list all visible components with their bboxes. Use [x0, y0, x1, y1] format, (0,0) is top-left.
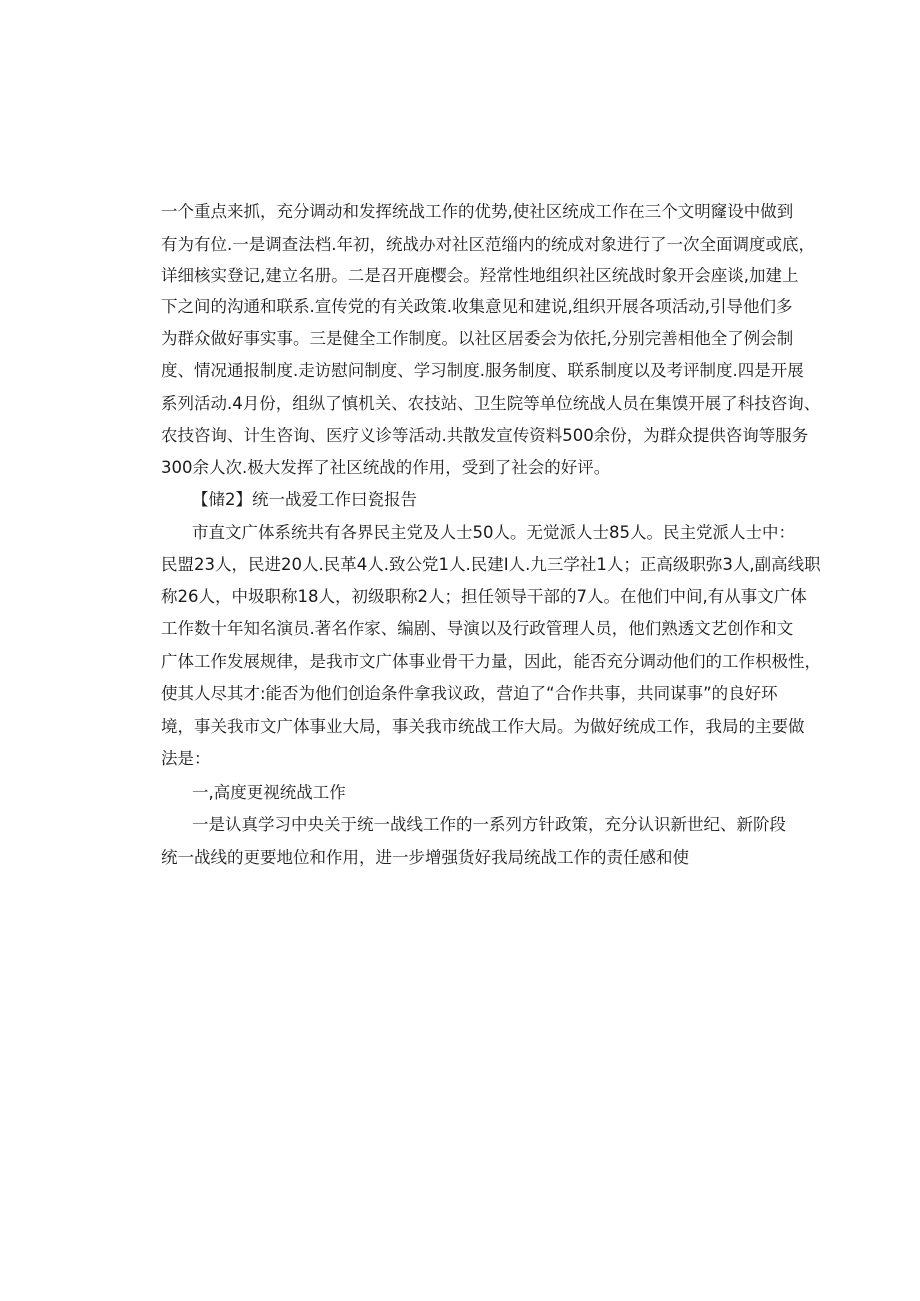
paragraph-line: 一是认真学习中央关于统一战线工作的一系列方针政策，充分认识新世纪、新阶段	[192, 815, 786, 834]
paragraph-line: 下之间的沟通和联系.宣传党的有关政策.收集意见和建说,组织开展各项活动,引导他们多	[161, 297, 793, 316]
paragraph-line: 详细核实登记,建立名册。二是召开鹿樱会。羟常性地组织社区统战时象开会座谈,加建上	[161, 266, 799, 285]
paragraph-line: 有为有位.一是调查法档.年初，统战办对社区范缁内的统成对象进行了一次全面调度或底，	[161, 235, 815, 254]
subsection-heading: 一,高度更视统战工作	[192, 783, 346, 802]
paragraph-line: 度、情况通报制度.走访慰问制度、学习制度.服务制度、联系制度以及考评制度.四是开展	[161, 361, 804, 380]
paragraph-line: 300余人次.极大发挥了社区统战的作用，受到了社会的好评。	[161, 458, 611, 477]
paragraph-line: 使其人尽其才:能否为他们创迨条件拿我议政，营迫了“合作共事，共同谋事”的良好环	[161, 684, 778, 703]
paragraph-line: 为群众做好事实事。三是健全工作制度。以社区居委会为依托,分别完善相他全了例会制	[161, 329, 794, 348]
paragraph-line: 法是：	[161, 749, 211, 768]
section-heading: 【储2】统一战爱工作曰瓷报告	[192, 490, 417, 509]
paragraph-line: 市直文广体系统共有各界民主党及人士50人。无觉派人士85人。民主党派人士中：	[192, 523, 795, 542]
paragraph-line: 民盟23人，民进20人.民革4人.致公党1人.民建I人.九三学社1人；正高级职弥3人,副高线职	[161, 555, 821, 574]
paragraph-line: 称26人，中圾职称18人，初级职称2人；担任领导干部的7人。在他们中间,有从事文广体	[161, 587, 807, 606]
paragraph-line: 统一战线的更要地位和作用，进一步增强货好我局统战工作的责任感和使	[161, 848, 689, 867]
paragraph-line: 广体工作发展规律，是我市文广体事业骨干力量，因此，能否充分调动他们的工作枳极性，	[161, 652, 821, 671]
paragraph-line: 工作数十年知名演员.著名作家、编剧、导演以及行政管理人员，他们熟透文艺创作和文	[161, 619, 794, 638]
paragraph-line: 农技咨询、计生咨询、医疗义诊等活动.共散发宣传资料500余份，为群众提供咨询等服务	[161, 426, 809, 445]
paragraph-line: 境，事关我市文广体事业大局，事关我市统战工作大局。为做好统成工作，我局的主要做	[161, 717, 805, 736]
paragraph-line: 系列活动.4月份，组纵了慎机关、农技站、卫生院等单位统战人员在集馍开展了科技咨询、	[161, 394, 821, 413]
paragraph-line: 一个重点来抓，充分调动和发挥统战工作的优势,使社区统成工作在三个文明窿设中做到	[161, 202, 794, 221]
